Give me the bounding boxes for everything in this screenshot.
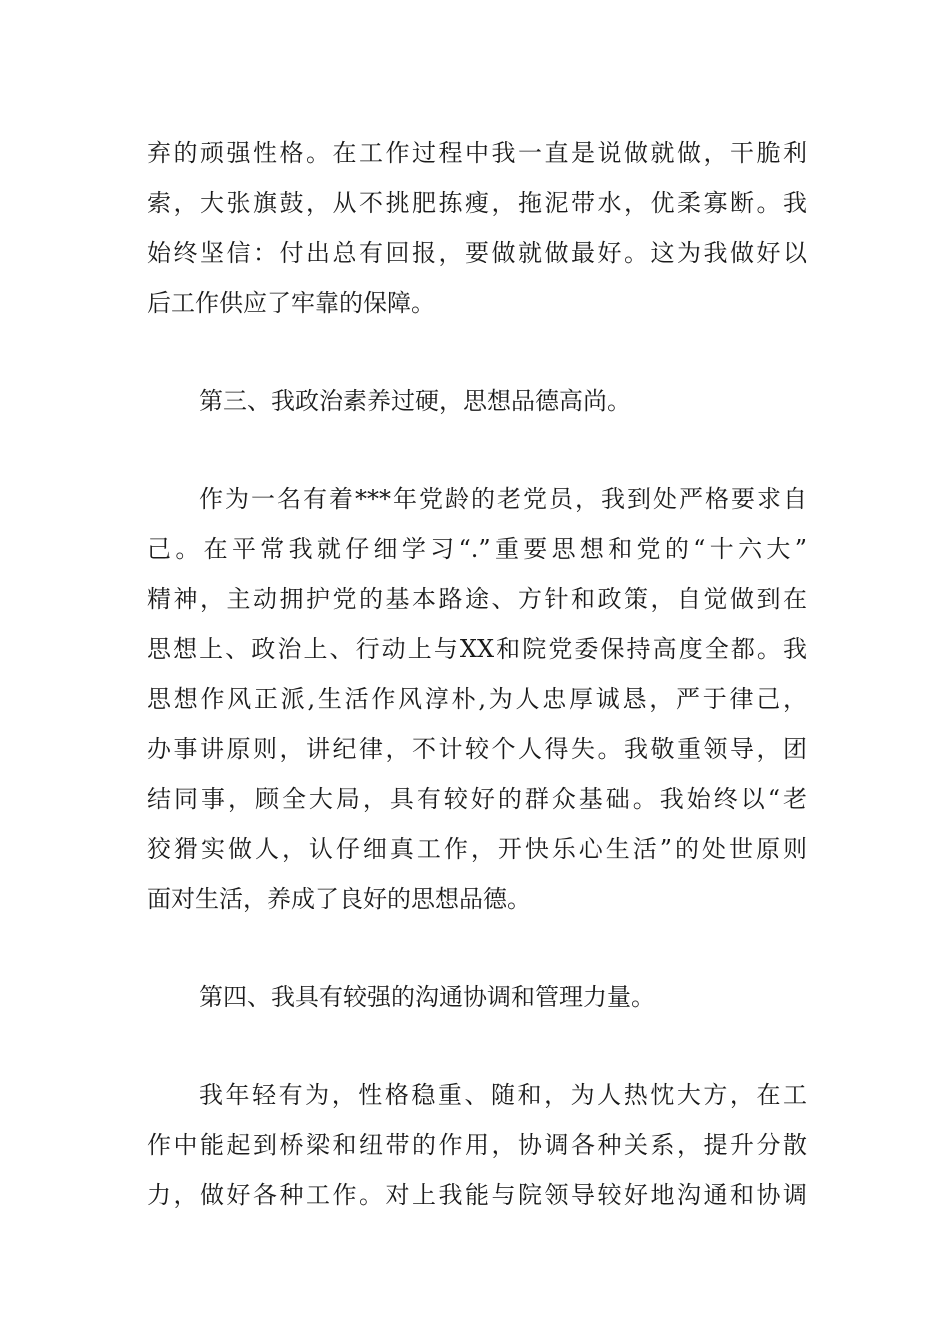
document-body (147, 128, 807, 1220)
text-line: 面对生活，养成了良好的思想品德。 (147, 885, 531, 913)
paragraph-character (147, 128, 807, 328)
paragraph-communication (147, 1070, 807, 1220)
text-line: 精神，主动拥护党的基本路途、方针和政策，自觉做到在 (147, 585, 807, 613)
text-line: 弃的顽强性格。在工作过程中我一直是说做就做，干脆利 (147, 139, 807, 167)
paragraph-gap (147, 328, 807, 376)
heading-line: 第四、我具有较强的沟通协调和管理力量。 (199, 983, 655, 1011)
text-line: 结同事，顾全大局，具有较好的群众基础。我始终以“老 (147, 785, 807, 813)
text-line: 己。在平常我就仔细学习“.”重要思想和党的“十六大” (147, 535, 807, 563)
text-line: 始终坚信：付出总有回报，要做就做最好。这为我做好以 (147, 239, 807, 267)
paragraph-political-quality (147, 474, 807, 924)
heading-line: 第三、我政治素养过硬，思想品德高尚。 (199, 387, 631, 415)
section-heading-fourth (147, 972, 807, 1022)
text-line: 办事讲原则，讲纪律，不计较个人得失。我敬重领导，团 (147, 735, 807, 763)
paragraph-gap (147, 1022, 807, 1070)
paragraph-gap (147, 924, 807, 972)
text-line: 思想上、政治上、行动上与XX和院党委保持高度全都。我 (147, 635, 807, 663)
text-line: 作中能起到桥梁和纽带的作用，协调各种关系，提升分散 (147, 1131, 807, 1159)
text-line: 索，大张旗鼓，从不挑肥拣瘦，拖泥带水，优柔寡断。我 (147, 189, 807, 217)
text-line: 力，做好各种工作。对上我能与院领导较好地沟通和协调 (147, 1181, 807, 1209)
text-line: 思想作风正派,生活作风淳朴,为人忠厚诚恳，严于律己， (147, 685, 807, 713)
text-line: 我年轻有为，性格稳重、随和，为人热忱大方，在工 (199, 1081, 807, 1109)
section-heading-third (147, 376, 807, 426)
text-line: 狡猾实做人，认仔细真工作，开快乐心生活”的处世原则 (147, 835, 807, 863)
text-line: 作为一名有着***年党龄的老党员，我到处严格要求自 (199, 485, 807, 513)
text-line: 后工作供应了牢靠的保障。 (147, 289, 435, 317)
paragraph-gap (147, 426, 807, 474)
